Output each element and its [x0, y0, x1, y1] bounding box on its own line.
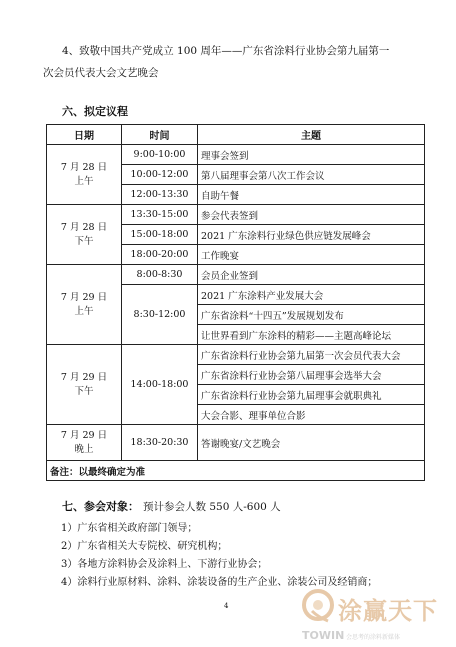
time-cell: 8:00-8:30 [122, 265, 198, 285]
date-line1: 7 月 28 日 [60, 221, 108, 233]
topic-cell: 理事会签到 [198, 145, 425, 165]
header-time: 时间 [122, 125, 198, 145]
date-cell [47, 145, 122, 205]
date-line1: 7 月 29 日 [60, 429, 108, 441]
topic-cell: 自助午餐 [198, 185, 425, 205]
time-cell: 9:00-10:00 [122, 145, 198, 165]
topic-cell: 大会合影、理事单位合影 [198, 405, 425, 425]
date-cell [47, 345, 122, 425]
list-item: 1）广东省相关政府部门领导； [61, 523, 198, 534]
date-cell [47, 205, 122, 265]
watermark-brand: TOWIN [302, 629, 345, 642]
section7-subtitle: 预计参会人数 550 人-600 人 [143, 501, 281, 513]
topic-cell: 让世界看到广东涂料的精彩——主题高峰论坛 [198, 325, 425, 345]
time-cell: 14:00-18:00 [122, 345, 198, 425]
notes-row [47, 461, 425, 481]
table-row [47, 205, 425, 225]
time-cell: 8:30-12:00 [122, 285, 198, 345]
date-line1: 7 月 28 日 [60, 161, 108, 173]
table-row [47, 345, 425, 365]
topic-cell: 广东省涂料行业协会第八届理事会选举大会 [198, 365, 425, 385]
topic-cell: 工作晚宴 [198, 245, 425, 265]
date-line1: 7 月 29 日 [60, 371, 108, 383]
topic-cell: 2021 广东涂料产业发展大会 [198, 285, 425, 305]
page-number: 4 [224, 602, 229, 610]
time-cell: 18:30-20:30 [122, 425, 198, 461]
watermark-text: 涂赢天下 [338, 596, 438, 625]
topic-cell: 广东省涂料行业协会第九届第一次会员代表大会 [198, 345, 425, 365]
list-item: 3）各地方涂料协会及涂料上、下游行业协会； [61, 559, 268, 570]
agenda-header-row [47, 125, 425, 145]
watermark-slogan: 会思考的涂料新媒体 [346, 634, 401, 641]
table-row [47, 145, 425, 165]
topic-cell: 广东省涂料行业协会第九届理事会就职典礼 [198, 385, 425, 405]
date-line2: 晚上 [74, 443, 94, 455]
list-item: 2）广东省相关大专院校、研究机构； [61, 541, 228, 552]
date-line2: 上午 [74, 175, 94, 187]
table-row [47, 425, 425, 461]
topic-cell: 2021 广东涂料行业绿色供应链发展峰会 [198, 225, 425, 245]
notes-cell: 备注：以最终确定为准 [47, 461, 425, 481]
time-cell: 15:00-18:00 [122, 225, 198, 245]
section7-title [62, 498, 281, 514]
table-row [47, 265, 425, 285]
date-line1: 7 月 29 日 [60, 291, 108, 303]
header-date: 日期 [47, 125, 122, 145]
time-cell: 13:30-15:00 [122, 205, 198, 225]
watermark [300, 587, 450, 643]
time-cell: 10:00-12:00 [122, 165, 198, 185]
topic-cell: 第八届理事会第八次工作会议 [198, 165, 425, 185]
list-item: 4）涂料行业原材料、涂料、涂装设备的生产企业、涂装公司及经销商； [61, 577, 378, 588]
date-line2: 下午 [74, 385, 94, 397]
topic-cell: 参会代表签到 [198, 205, 425, 225]
topic-cell: 答谢晚宴/文艺晚会 [198, 425, 425, 461]
section4-line2: 次会员代表大会文艺晚会 [43, 67, 159, 79]
time-cell: 18:00-20:00 [122, 245, 198, 265]
header-topic: 主题 [198, 125, 425, 145]
date-line2: 上午 [74, 305, 94, 317]
section6-title: 六、拟定议程 [62, 105, 128, 118]
section7-heading: 七、参会对象： [62, 500, 139, 513]
topic-cell: 会员企业签到 [198, 265, 425, 285]
date-cell [47, 265, 122, 345]
agenda-table [46, 124, 425, 481]
section4-line1: 4、致敬中国共产党成立 100 周年——广东省涂料行业协会第九届第一 [62, 45, 390, 57]
date-line2: 下午 [74, 235, 94, 247]
time-cell: 12:00-13:30 [122, 185, 198, 205]
date-cell [47, 425, 122, 461]
topic-cell: 广东省涂料“十四五”发展规划发布 [198, 305, 425, 325]
watermark-logo-icon [300, 587, 336, 627]
